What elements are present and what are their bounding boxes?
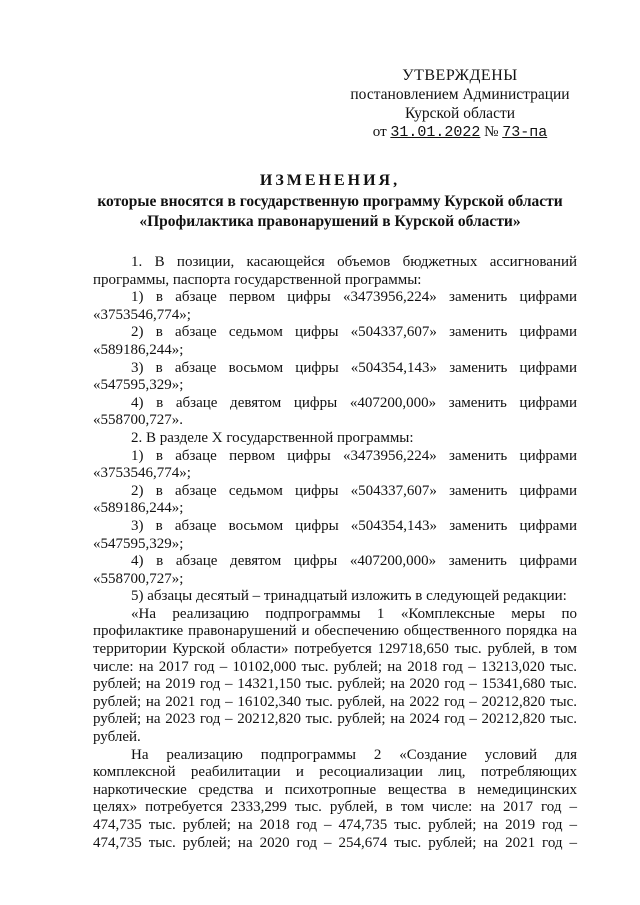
document-body [93,254,577,852]
approval-date: 31.01.2022 [390,124,481,141]
paragraph-1: 1. В позиции, касающейся объемов бюджетных ассигнований программы, паспорта государственной программы: [93,254,577,288]
paragraph-2-item-3: 3) в абзаце восьмом цифры «504354,143» заменить цифрами «547595,329»; [93,517,577,552]
approval-stamp [330,66,590,142]
paragraph-2-item-1: 1) в абзаце первом цифры «3473956,224» заменить цифрами «3753546,774»; [93,447,577,482]
heading-title: ИЗМЕНЕНИЯ, [259,172,401,189]
paragraph-2-item-2: 2) в абзаце седьмом цифры «504337,607» заменить цифрами «589186,244»; [93,482,577,517]
paragraph-1-item-4: 4) в абзаце девятом цифры «407200,000» заменить цифрами «558700,727». [93,394,577,429]
number-prefix: № [484,124,499,140]
approval-number: 73-па [502,124,548,141]
paragraph-1-item-1: 1) в абзаце первом цифры «3473956,224» заменить цифрами «3753546,774»; [93,289,577,323]
approval-title: УТВЕРЖДЕНЫ [402,67,518,84]
heading-subtitle-1: которые вносятся в государственную программу Курской области [97,193,563,210]
paragraph-1-item-3: 3) в абзаце восьмом цифры «504354,143» заменить цифрами «547595,329»; [93,359,577,394]
paragraph-2-item-5: 5) абзацы десятый – тринадцатый изложить в следующей редакции: [131,588,567,605]
heading-subtitle-2: «Профилактика правонарушений в Курской области» [139,213,521,230]
paragraph-1-item-2: 2) в абзаце седьмом цифры «504337,607» заменить цифрами «589186,244»; [93,324,577,358]
document-heading [60,170,600,232]
quote-paragraph-2: На реализацию подпрограммы 2 «Создание условий для комплексной реабилитации и ресоциализации лиц, потребляющих наркотические средства и психотропные вещества в немедицинских целях» потребуется 2333,299 тыс. рублей, в том числе: на 2017 год – 474,735 тыс. рублей; на 2018 год – 474,735 тыс. рублей; на 2019 год – 474,735 тыс. рублей; на 2020 год – 254,674 тыс. рублей; на 2021 год – [93,746,577,851]
quote-paragraph-1: «На реализацию подпрограммы 1 «Комплексные меры по профилактике правонарушений и обеспечению общественного порядка на территории Курской области» потребуется 129718,650 тыс. рублей, в том числе: на 2017 год – 10102,000 тыс. рублей; на 2018 год – 13213,020 тыс. рублей; на 2019 год – 14321,150 тыс. рублей; на 2020 год – 15341,680 тыс. рублей; на 2021 год – 16102,340 тыс. рублей, на 2022 год – 20212,820 тыс. рублей; на 2023 год – 20212,820 тыс. рублей; на 2024 год – 20212,820 тыс. рублей. [93,605,577,746]
paragraph-2: 2. В разделе Х государственной программы: [131,429,414,446]
approval-line-1: постановлением Администрации [350,86,570,103]
approval-line-2: Курской области [404,105,516,122]
date-prefix: от [372,124,387,140]
paragraph-2-item-4: 4) в абзаце девятом цифры «407200,000» заменить цифрами «558700,727»; [93,553,577,587]
approval-date-line [330,123,590,142]
